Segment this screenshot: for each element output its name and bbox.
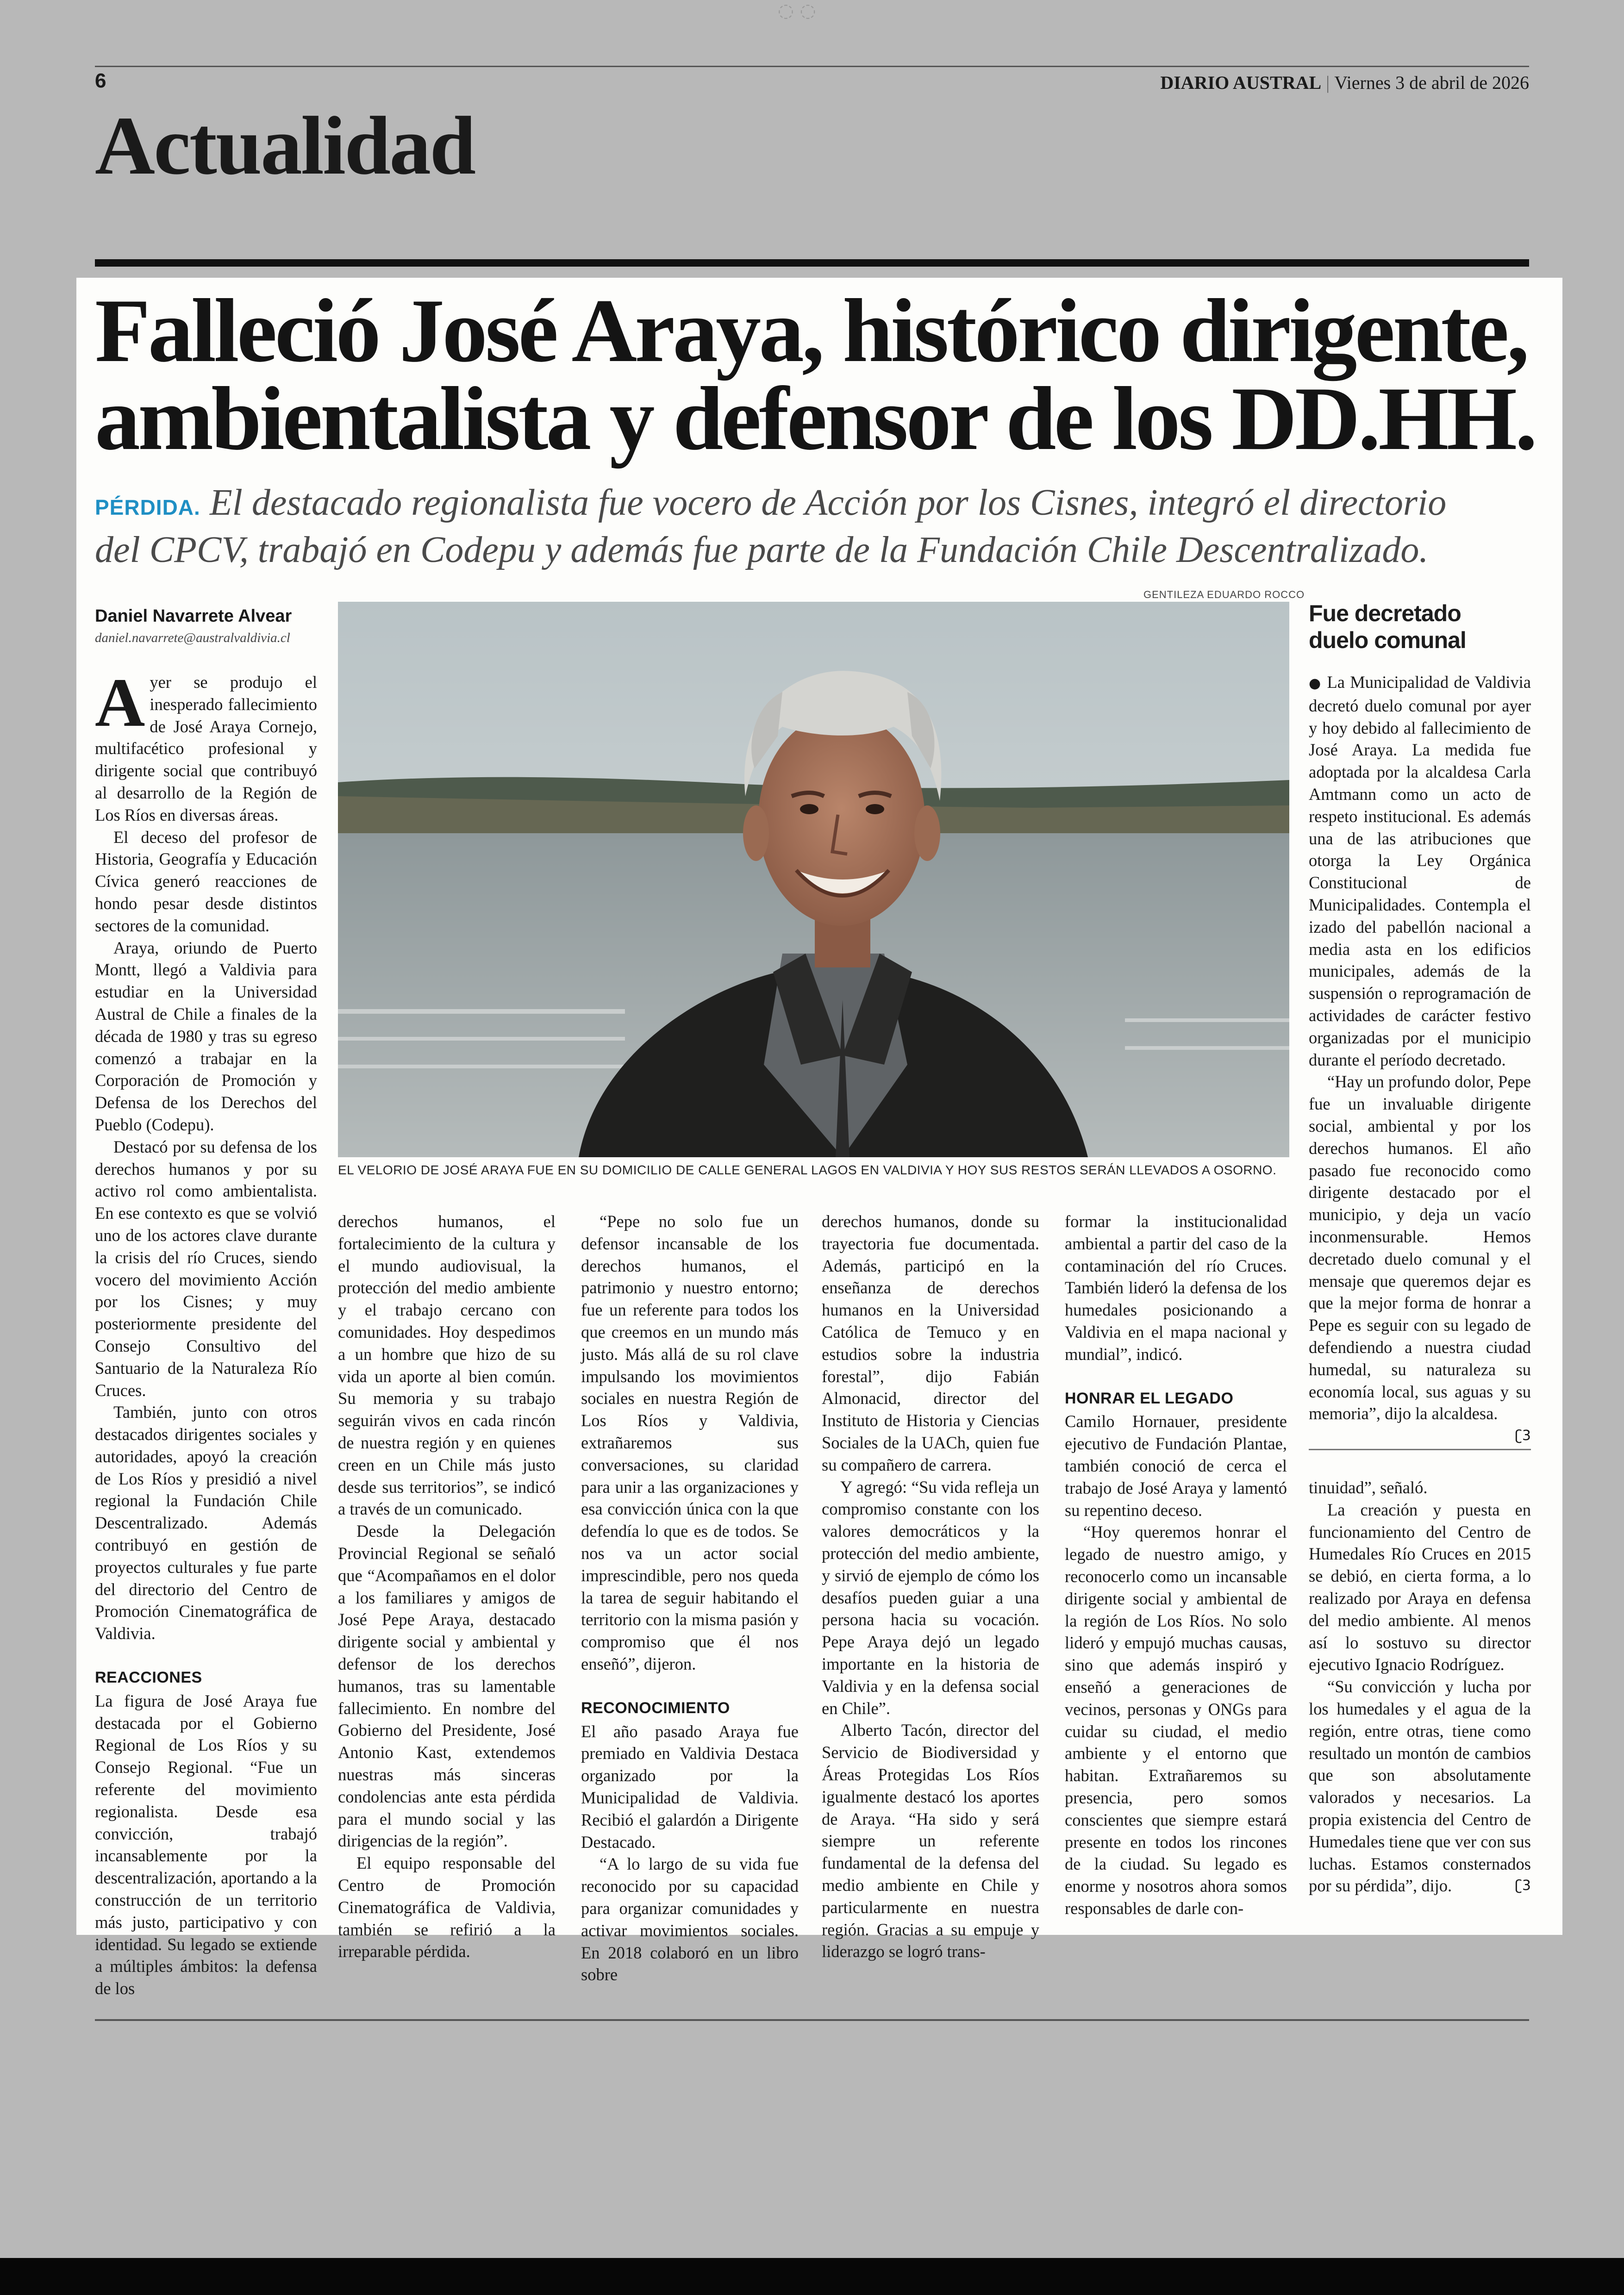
end-mark-icon: ʗ3 xyxy=(1515,1428,1531,1444)
column-1 xyxy=(95,664,317,1998)
article xyxy=(76,278,1562,1998)
masthead-separator: | xyxy=(1326,72,1330,93)
page-number: 6 xyxy=(95,69,106,92)
paragraph-3 xyxy=(1309,1676,1531,1897)
paragraph-1-text: yer se produjo el inesperado fallecimiento de José Araya Cornejo, multifacético profesional y dirigente social que contribuyó al desarrollo de la Región de Los Ríos en diversas áreas. xyxy=(95,673,317,824)
paragraph-1: formar la institucionalidad ambiental a partir del caso de la contaminación del río Cruces. También lideró la defensa de los humedales posicionando a Valdivia en el mapa nacional y mundial”, indicó. xyxy=(1065,1212,1287,1364)
paragraph-1: “Pepe no solo fue un defensor incansable de los derechos humanos, el patrimonio y nuestro entorno; fue un referente para todos los que creemos en un mundo más justo. Más allá de su rol clave impulsando los movimientos sociales en nuestra Región de Los Ríos y Valdivia, extrañaremos sus conversaciones, su claridad para unir a las organizaciones y esa convicción única con la que defendía lo que es de todos. Se nos va un actor social imprescindible, pero nos queda la tarea de seguir habitando el territorio con la misma pasión y compromiso que él nos enseñó”, dijeron. xyxy=(581,1212,799,1673)
drop-cap: A xyxy=(95,664,145,741)
lead-line-2: del CPCV, trabajó en Codepu y además fue parte de la Fundación Chile Descentralizado. xyxy=(95,530,1429,570)
paragraph-1: derechos humanos, donde su trayectoria fue documentada. Además, participó en la enseñanza de derechos humanos en la Universidad Católica de Temuco y en estudios sobre la industria forestal”, dijo Fabián Almonacid, director del Instituto de Historia y Ciencias Sociales de la UACh, quien fue su compañero de carrera. xyxy=(822,1212,1039,1474)
portrait-illustration xyxy=(338,602,1289,1157)
kicker-label: PÉRDIDA. xyxy=(95,495,200,519)
masthead xyxy=(1160,72,1529,94)
paragraph-2: Desde la Delegación Provincial Regional se señaló que “Acompañamos en el dolor a los familiares y amigos de José Pepe Araya, destacado dirigente social y ambiental y defensor de los derechos humanos, tras su lamentable fallecimiento. En nombre del Gobierno del Presidente, José Antonio Kast, extendemos nuestras más sinceras condolencias ante esta pérdida para el mundo social y las dirigencias de la región”. xyxy=(338,1522,556,1851)
paragraph-1: derechos humanos, el fortalecimiento de la cultura y el mundo audiovisual, la protección del medio ambiente y el trabajo cercano con comunidades. Hoy despedimos a un hombre que hizo de su vida un aporte al bien común. Su memoria y su trabajo seguirán vivos en cada rincón de nuestra región y en quienes creen en un Chile más justo desde sus territorios”, se indicó a través de un comunicado. xyxy=(338,1212,556,1519)
subheading-honrar-el-legado: HONRAR EL LEGADO xyxy=(1065,1389,1234,1407)
column-4 xyxy=(822,1210,1039,1961)
portrait-photo xyxy=(338,602,1289,1157)
section-rule xyxy=(95,259,1529,267)
paragraph-4: Destacó por su defensa de los derechos humanos y por su activo rol como ambientalista. En ese contexto es que se volvió uno de los actores clave durante la crisis del río Cruces, siendo vocero del movimiento Acción por los Cisnes; y muy posteriormente presidente del Consejo Consultivo del Santuario de la Naturaleza Río Cruces. xyxy=(95,1137,317,1400)
sidebar-paragraph-2-text: “Hay un profundo dolor, Pepe fue un invaluable dirigente social, ambiental y por los derechos humanos. El año pasado fue reconocido como dirigente destacado por el municipio, y deja un vacío inconmensurable. Hemos decretado duelo comunal y el mensaje que queremos dejar es que la mejor forma de honrar a Pepe es seguir con su legado de defendiendo a nuestra ciudad humedal, su naturaleza su economía local, sus aguas y su memoria”, dijo la alcaldesa. xyxy=(1309,1072,1531,1423)
sidebar-title-line-1: Fue decretado xyxy=(1309,600,1461,626)
paragraph-3: El equipo responsable del Centro de Promoción Cinematográfica de Valdivia, también se refirió a la irreparable pérdida. xyxy=(338,1853,556,1961)
subheading-reconocimiento: RECONOCIMIENTO xyxy=(581,1699,730,1717)
paragraph-2: El deceso del profesor de Historia, Geografía y Educación Cívica generó reacciones de hondo pesar desde distintos sectores de la comunidad. xyxy=(95,827,317,935)
paragraph-3: “Hoy queremos honrar el legado de nuestro amigo, y reconocerlo como un incansable dirigente social y ambiental de la región de Los Ríos. No solo lideró y empujó muchas causas, sino que además inspiró y enseñó a generaciones de vecinos, personas y ONGs para cuidar su ciudad, el medio ambiente y el entorno que habitan. Extrañaremos su presencia, pero somos conscientes que siempre estará presente en todos los rincones de la ciudad. Su legado es enorme y nosotros ahora somos responsables de darle con- xyxy=(1065,1522,1287,1918)
footer-rule xyxy=(95,2019,1529,2021)
masthead-paper: DIARIO AUSTRAL xyxy=(1160,72,1322,93)
column-2 xyxy=(338,1210,556,1961)
paragraph-2: Camilo Hornauer, presidente ejecutivo de Fundación Plantae, también conoció de cerca el trabajo de José Araya y lamentó su repentino deceso. xyxy=(1065,1412,1287,1520)
author-email: daniel.navarrete@australvaldivia.cl xyxy=(95,630,290,645)
sidebar-body xyxy=(1309,671,1531,1444)
sidebar-paragraph-2 xyxy=(1309,1071,1531,1444)
sidebar-divider xyxy=(1309,1449,1531,1450)
lead-line-1: El destacado regionalista fue vocero de Acción por los Cisnes, integró el directorio xyxy=(200,482,1447,523)
top-ghost-marks: ◌ ◌ xyxy=(778,0,816,21)
bullet-icon: ● xyxy=(1309,675,1322,692)
paragraph-3: Araya, oriundo de Puerto Montt, llegó a Valdivia para estudiar en la Universidad Austral de Chile a finales de la década de 1980 y tras su egreso comenzó a trabajar en la Corporación de Promoción y Defensa de los Derechos del Pueblo (Codepu). xyxy=(95,938,317,1134)
section-title: Actualidad xyxy=(95,100,475,192)
paragraph-1 xyxy=(95,664,317,826)
headline-line-2: ambientalista y defensor de los DD.HH. xyxy=(95,368,1536,469)
sidebar-paragraph-1 xyxy=(1309,671,1531,1071)
sidebar-title xyxy=(1309,600,1531,654)
headline-line-1: Falleció José Araya, histórico dirigente, xyxy=(95,281,1527,381)
sidebar-paragraph-1-text: La Municipalidad de Valdivia decretó duelo comunal por ayer y hoy debido al fallecimiento de José Araya. La medida fue adoptada por la alcaldesa Carla Amtmann como un acto de respeto institucional. Es además una de las atribuciones que otorga la Ley Orgánica Constitucional de Municipalidades. Contempla el izado del pabellón nacional a media asta en los edificios municipales, además de la suspensión o reprogramación de actividades de carácter festivo organizadas por el municipio durante el período decretado. xyxy=(1309,673,1531,1069)
photo-credit: GENTILEZA EDUARDO ROCCO xyxy=(1143,589,1305,600)
byline: Daniel Navarrete Alvear xyxy=(95,606,292,626)
paragraph-5: También, junto con otros destacados dirigentes sociales y autoridades, apoyó la creación de Los Ríos y presidió a nivel regional la Fundación Chile Descentralizado. Además contribuyó en gestión de proyectos culturales y fue parte del directorio del Centro de Promoción Cinematográfica de Valdivia. xyxy=(95,1403,317,1643)
column-6 xyxy=(1309,1477,1531,1916)
photo-caption: EL VELORIO DE JOSÉ ARAYA FUE EN SU DOMICILIO DE CALLE GENERAL LAGOS EN VALDIVIA Y HOY SUS RESTOS SERÁN LLEVADOS A OSORNO. xyxy=(338,1163,1277,1177)
paragraph-6: La figura de José Araya fue destacada por el Gobierno Regional de Los Ríos y su Consejo Regional. “Fue un referente del movimiento regionalista. Desde esa convicción, trabajó incansablemente por la descentralización, aportando a la construcción de un territorio más justo, participativo y con identidad. Su legado se extiende a múltiples ámbitos: la defensa de los xyxy=(95,1691,317,1998)
headline xyxy=(95,281,1558,469)
subheading-reacciones: REACCIONES xyxy=(95,1669,202,1687)
lead-paragraph xyxy=(95,481,1530,571)
header-rule xyxy=(95,66,1529,67)
end-mark-icon: ʗ3 xyxy=(1515,1877,1531,1894)
sidebar-title-line-2: duelo comunal xyxy=(1309,627,1466,653)
paragraph-1: tinuidad”, señaló. xyxy=(1309,1478,1428,1497)
paragraph-2: El año pasado Araya fue premiado en Valdivia Destaca organizado por la Municipalidad de Valdivia. Recibió el galardón a Dirigente Destacado. xyxy=(581,1721,799,1852)
paragraph-2: La creación y puesta en funcionamiento del Centro de Humedales Río Cruces en 2015 se debió, en cierta forma, a lo realizado por Araya en defensa del medio ambiente. Al menos así lo sostuvo su director ejecutivo Ignacio Rodríguez. xyxy=(1309,1500,1531,1674)
column-3 xyxy=(581,1210,799,1984)
bottom-bar xyxy=(0,2258,1624,2295)
paragraph-3: “A lo largo de su vida fue reconocido por su capacidad para organizar comunidades y activar movimientos sociales. En 2018 colaboró en un libro sobre xyxy=(581,1854,799,1984)
paragraph-2: Y agregó: “Su vida refleja un compromiso constante con los valores democráticos y la protección del medio ambiente, y sirvió de ejemplo de cómo los desafíos pueden guiar a una persona hacia su vocación. Pepe Araya dejó un legado importante en la historia de Valdivia y en la defensa social en Chile”. xyxy=(822,1477,1039,1718)
paragraph-3: Alberto Tacón, director del Servicio de Biodiversidad y Áreas Protegidas Los Ríos igualmente destacó los aportes de Araya. “Ha sido y será siempre un referente fundamental de la defensa del medio ambiente en Chile y particularmente en nuestra región. Gracias a su empuje y liderazgo se logró trans- xyxy=(822,1721,1039,1961)
column-5 xyxy=(1065,1210,1287,1918)
masthead-date: Viernes 3 de abril de 2026 xyxy=(1334,72,1529,93)
paragraph-3-text: “Su convicción y lucha por los humedales y el agua de la región, entre otras, tiene como resultado un montón de cambios que son absolutamente valorados y necesarios. La propia existencia del Centro de Humedales tiene que ver con sus luchas. Estamos consternados por su pérdida”, dijo. xyxy=(1309,1677,1531,1896)
